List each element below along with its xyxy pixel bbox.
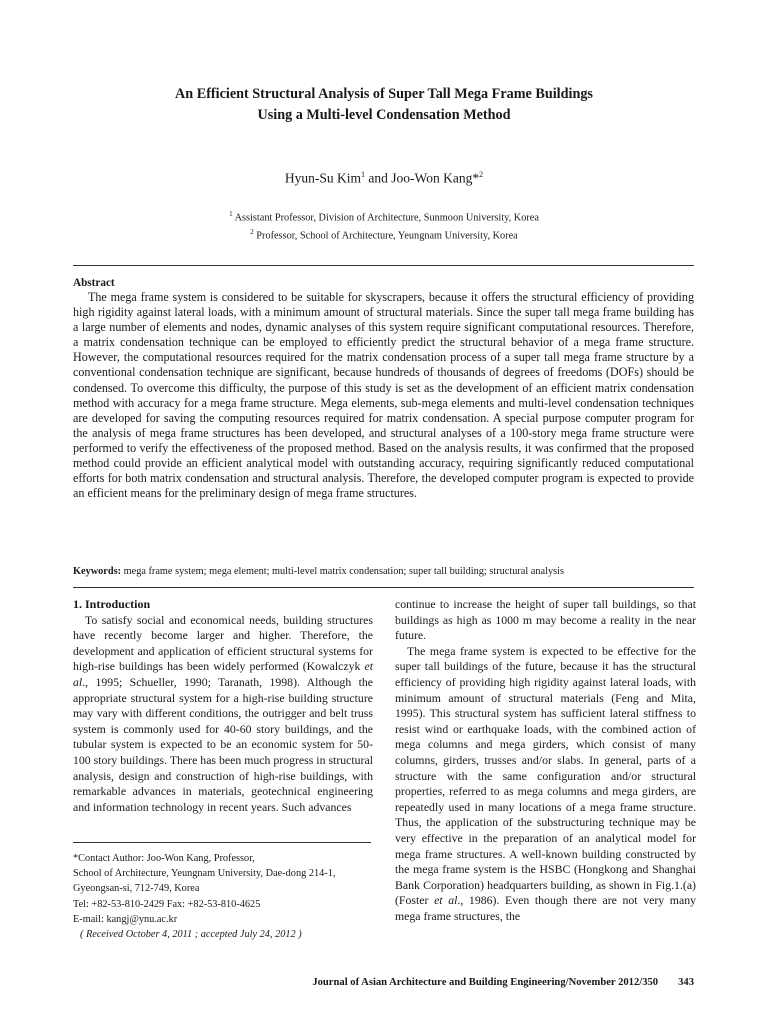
footnote-phone: Tel: +82-53-810-2429 Fax: +82-53-810-4625 bbox=[73, 898, 261, 910]
section-heading-introduction: 1. Introduction bbox=[73, 597, 151, 611]
footnote-rule bbox=[73, 842, 371, 843]
affiliation-2-mark: 2 bbox=[250, 228, 254, 237]
author-1: Hyun-Su Kim bbox=[284, 170, 362, 186]
keywords-text: mega frame system; mega element; multi-level matrix condensation; super tall building; structural analysis bbox=[121, 566, 564, 577]
journal-footer bbox=[312, 976, 694, 990]
left-column bbox=[73, 597, 373, 815]
intro-paragraph-1-part-a: To satisfy social and economical needs, building structures have recently become larger and higher. Therefore, the development and application of efficient structural systems for high-rise buildings has been widely performed (Kowalczyk bbox=[73, 612, 373, 674]
author-list bbox=[0, 166, 768, 188]
intro-paragraph-2-part-a: The mega frame system is expected to be effective for the super tall buildings of the future, because it has the structural efficiency of providing high rigidity against lateral loads, with minimum amount of structural materials (Feng and Mita, 1995). This structural system has sufficient lateral stiffness to resist wind or earthquake loads, with the combined action of mega columns and mega girders, which consist of many columns, girders, trusses and/or slabs. In general, parts of a structure with the same configuration and/or structural properties, referred to as mega columns and mega girders, are repeatedly used in many locations of a mega frame structure. Thus, the application of the substructuring technique may be very effective in the preparation of an analytical model for mega frame structures. A well-known building constructed by the mega frame system is the HSBC (Hongkong and Shanghai Bank Corporation) headquarters building, as shown in Fig.1.(a) (Foster bbox=[395, 643, 696, 908]
footnote-received-dates: ( Received October 4, 2011 ; accepted July 24, 2012 ) bbox=[80, 929, 302, 941]
footnote-address-1: School of Architecture, Yeungnam University, Dae-dong 214-1, bbox=[73, 868, 336, 880]
author-footnote bbox=[73, 851, 383, 942]
intro-paragraph-1 bbox=[73, 613, 373, 816]
keywords-label: Keywords: bbox=[73, 566, 122, 577]
keywords bbox=[73, 565, 694, 579]
author-2: Joo-Won Kang* bbox=[391, 170, 480, 186]
intro-paragraph-1-continued: continue to increase the height of super tall buildings, so that buildings as high as 1000 m may become a reality in the near future. bbox=[395, 597, 696, 643]
footnote-address-2: Gyeongsan-si, 712-749, Korea bbox=[73, 883, 200, 895]
affiliation-1-mark: 1 bbox=[229, 210, 233, 218]
affiliation-1-text: Assistant Professor, Division of Architecture, Sunmoon University, Korea bbox=[232, 212, 539, 224]
keywords-bottom-rule bbox=[73, 587, 694, 588]
journal-citation: Journal of Asian Architecture and Building Engineering/November 2012/350 bbox=[312, 977, 659, 988]
paper-title bbox=[0, 84, 768, 126]
title-line-2: Using a Multi-level Condensation Method bbox=[257, 107, 511, 123]
intro-paragraph-1-part-c: ., 1995; Schueller, 1990; Taranath, 1998). Although the appropriate structural system for a high-rise building structure may vary with different conditions, the outrigger and belt truss system is commonly used for 40-60 story buildings, and the tubular system is expected to be an economic system for 50-100 story buildings. There has been much progress in structural analysis, design and construction of high-rise buildings, with remarkable advances in materials, geotechnical engineering and information technology in recent years. Such advances bbox=[73, 674, 373, 814]
affiliation-2-text: Professor, School of Architecture, Yeungnam University, Korea bbox=[253, 230, 518, 242]
abstract-heading: Abstract bbox=[73, 277, 115, 289]
author-connector: and bbox=[365, 170, 392, 186]
page-number: 343 bbox=[678, 977, 694, 988]
intro-paragraph-2-etal: et al bbox=[434, 893, 458, 908]
affiliation-1 bbox=[0, 207, 768, 225]
author-2-affil-mark: 2 bbox=[479, 170, 484, 179]
abstract-text: The mega frame system is considered to be suitable for skyscrapers, because it offers the structural efficiency of providing high rigidity against lateral loads, with a minimum amount of structural materials. Since the super tall mega frame building has a large number of elements and nodes, dynamic analyses of this system require significant computational resources. Therefore, a matrix condensation technique can be employed to efficiently predict the structural behavior of a mega frame structure. However, the computational resources required for the matrix condensation process of a super tall mega frame structure by a conventional condensation technique are significant, because hundreds of thousands of degrees of freedoms (DOFs) should be condensed. To overcome this difficulty, the purpose of this study is set as the development of an efficient matrix condensation method with accuracy for a mega frame structure. Mega elements, sub-mega elements and multi-level condensation techniques are developed for saving the computing resources required for matrix condensation. A special purpose computer program for the analysis of mega frame structures has been developed, and structural analyses of a 100-story mega frame structure were performed to verify the effectiveness of the proposed method. Based on the analysis results, it was confirmed that the proposed method could provide an efficient analytical model with outstanding accuracy, requiring significantly reduced computational efforts for both matrix condensation and structural analysis. Therefore, the developed computer program is expected to provide an efficient means for the preliminary design of mega frame structures. bbox=[73, 290, 694, 501]
intro-paragraph-2 bbox=[395, 644, 696, 925]
affiliations bbox=[0, 207, 768, 244]
affiliation-2 bbox=[0, 225, 768, 243]
author-1-affil-mark: 1 bbox=[361, 170, 366, 179]
intro-paragraph-1-etal: et al bbox=[73, 659, 373, 689]
intro-paragraph-2-part-c: ., 1986). Even though there are not very many mega frame structures, the bbox=[395, 893, 697, 923]
footnote-email: E-mail: kangj@ynu.ac.kr bbox=[73, 913, 178, 925]
title-line-1: An Efficient Structural Analysis of Super Tall Mega Frame Buildings bbox=[175, 86, 593, 102]
right-column bbox=[395, 597, 696, 924]
footnote-contact: *Contact Author: Joo-Won Kang, Professor, bbox=[73, 853, 255, 864]
abstract-top-rule bbox=[73, 265, 694, 266]
